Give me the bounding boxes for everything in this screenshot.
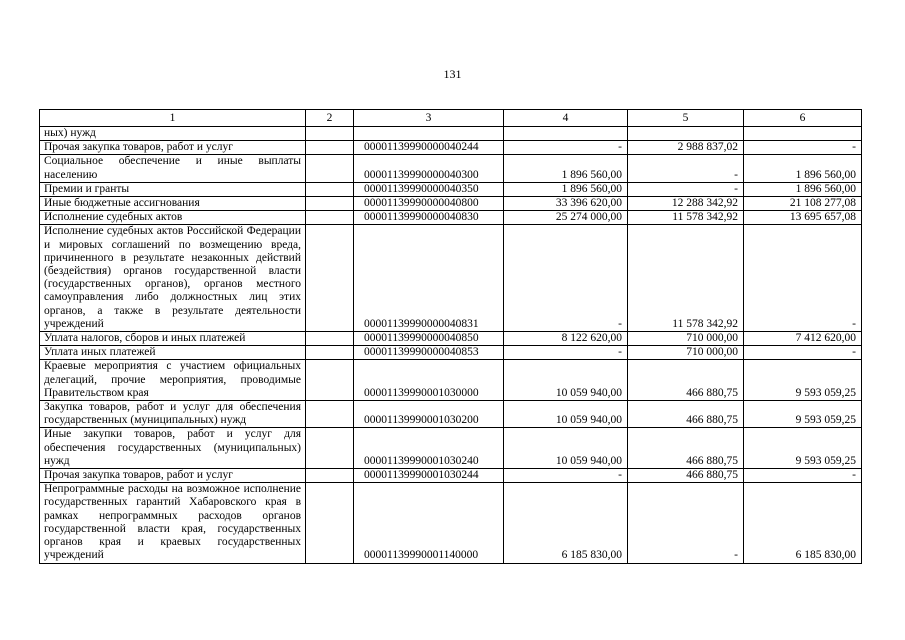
table-row <box>40 225 862 332</box>
row-value-5: 11 578 342,92 <box>628 211 744 225</box>
row-col2 <box>306 469 354 483</box>
row-name: Уплата налогов, сборов и иных платежей <box>40 332 306 346</box>
row-value-5: - <box>628 182 744 196</box>
table-row <box>40 332 862 346</box>
row-value-4: 33 396 620,00 <box>504 197 628 211</box>
row-value-6: - <box>744 225 862 332</box>
row-name: Премии и гранты <box>40 182 306 196</box>
row-value-6: 21 108 277,08 <box>744 197 862 211</box>
column-header: 4 <box>504 110 628 127</box>
row-value-6: 9 593 059,25 <box>744 401 862 428</box>
row-code: 00001139990000040300 <box>354 155 504 182</box>
row-name: Краевые мероприятия с участием официальных делегаций, прочие мероприятия, проводимые Правительством края <box>40 360 306 401</box>
row-code: 00001139990000040830 <box>354 211 504 225</box>
row-col2 <box>306 428 354 469</box>
row-value-5: 466 880,75 <box>628 428 744 469</box>
row-value-5: 466 880,75 <box>628 360 744 401</box>
table-row <box>40 182 862 196</box>
row-value-6: 1 896 560,00 <box>744 155 862 182</box>
row-value-5: 466 880,75 <box>628 469 744 483</box>
row-name: Иные бюджетные ассигнования <box>40 197 306 211</box>
row-value-4: - <box>504 141 628 155</box>
row-name: Непрограммные расходы на возможное исполнение государственных гарантий Хабаровского края в рамках непрограммных расходов органов государственной власти края, государственных органов края и краевых государственных учреждений <box>40 483 306 563</box>
row-value-5: - <box>628 483 744 563</box>
row-value-5 <box>628 127 744 141</box>
column-header: 5 <box>628 110 744 127</box>
row-code: 00001139990000040244 <box>354 141 504 155</box>
row-value-4: 6 185 830,00 <box>504 483 628 563</box>
row-value-6: 13 695 657,08 <box>744 211 862 225</box>
table-row <box>40 346 862 360</box>
row-value-4 <box>504 127 628 141</box>
row-col2 <box>306 211 354 225</box>
row-name: Исполнение судебных актов <box>40 211 306 225</box>
column-header: 6 <box>744 110 862 127</box>
row-name: Уплата иных платежей <box>40 346 306 360</box>
row-value-6: 9 593 059,25 <box>744 360 862 401</box>
table-row <box>40 483 862 563</box>
row-code: 00001139990000040350 <box>354 182 504 196</box>
table-row <box>40 401 862 428</box>
row-col2 <box>306 182 354 196</box>
table-row <box>40 428 862 469</box>
column-header: 3 <box>354 110 504 127</box>
table-row <box>40 211 862 225</box>
table-row <box>40 360 862 401</box>
row-code: 00001139990001030000 <box>354 360 504 401</box>
row-value-4: 1 896 560,00 <box>504 182 628 196</box>
row-value-6 <box>744 127 862 141</box>
row-value-6: - <box>744 469 862 483</box>
table-header-row <box>40 110 862 127</box>
row-name: Исполнение судебных актов Российской Федерации и мировых соглашений по возмещению вреда, причиненного в результате незаконных действий (бездействия) органов государственной власти (государственных органов), органов местного самоуправления либо должностных лиц этих органов, а также в результате деятельности учреждений <box>40 225 306 332</box>
row-value-4: 10 059 940,00 <box>504 428 628 469</box>
row-col2 <box>306 141 354 155</box>
row-value-5: 466 880,75 <box>628 401 744 428</box>
row-value-6: 6 185 830,00 <box>744 483 862 563</box>
row-value-5: 710 000,00 <box>628 346 744 360</box>
table-row <box>40 141 862 155</box>
row-col2 <box>306 127 354 141</box>
row-name: Закупка товаров, работ и услуг для обеспечения государственных (муниципальных) нужд <box>40 401 306 428</box>
row-col2 <box>306 225 354 332</box>
row-code <box>354 127 504 141</box>
table-row <box>40 469 862 483</box>
row-code: 00001139990001140000 <box>354 483 504 563</box>
row-code: 00001139990000040853 <box>354 346 504 360</box>
row-col2 <box>306 401 354 428</box>
row-value-4: - <box>504 469 628 483</box>
row-value-5: 710 000,00 <box>628 332 744 346</box>
row-col2 <box>306 332 354 346</box>
row-code: 00001139990001030240 <box>354 428 504 469</box>
row-name: Иные закупки товаров, работ и услуг для обеспечения государственных (муниципальных) нужд <box>40 428 306 469</box>
row-value-5: 12 288 342,92 <box>628 197 744 211</box>
row-col2 <box>306 346 354 360</box>
row-col2 <box>306 197 354 211</box>
row-code: 00001139990001030200 <box>354 401 504 428</box>
row-value-4: 10 059 940,00 <box>504 401 628 428</box>
row-code: 00001139990000040850 <box>354 332 504 346</box>
table-row <box>40 155 862 182</box>
row-col2 <box>306 360 354 401</box>
row-value-4: 8 122 620,00 <box>504 332 628 346</box>
column-header: 1 <box>40 110 306 127</box>
row-name: Социальное обеспечение и иные выплаты населению <box>40 155 306 182</box>
row-value-6: 1 896 560,00 <box>744 182 862 196</box>
budget-table <box>39 109 862 564</box>
row-value-5: 11 578 342,92 <box>628 225 744 332</box>
row-value-4: - <box>504 346 628 360</box>
row-value-4: 1 896 560,00 <box>504 155 628 182</box>
row-col2 <box>306 155 354 182</box>
row-value-4: 10 059 940,00 <box>504 360 628 401</box>
row-col2 <box>306 483 354 563</box>
row-value-4: 25 274 000,00 <box>504 211 628 225</box>
row-name: Прочая закупка товаров, работ и услуг <box>40 469 306 483</box>
column-header: 2 <box>306 110 354 127</box>
row-value-6: 7 412 620,00 <box>744 332 862 346</box>
row-value-6: - <box>744 141 862 155</box>
table-row <box>40 197 862 211</box>
page-number: 131 <box>443 67 462 81</box>
table-row <box>40 127 862 141</box>
row-value-4: - <box>504 225 628 332</box>
row-value-5: 2 988 837,02 <box>628 141 744 155</box>
row-value-6: - <box>744 346 862 360</box>
row-name: Прочая закупка товаров, работ и услуг <box>40 141 306 155</box>
row-value-6: 9 593 059,25 <box>744 428 862 469</box>
row-code: 00001139990000040831 <box>354 225 504 332</box>
row-code: 00001139990000040800 <box>354 197 504 211</box>
row-code: 00001139990001030244 <box>354 469 504 483</box>
row-value-5: - <box>628 155 744 182</box>
row-name: ных) нужд <box>40 127 306 141</box>
